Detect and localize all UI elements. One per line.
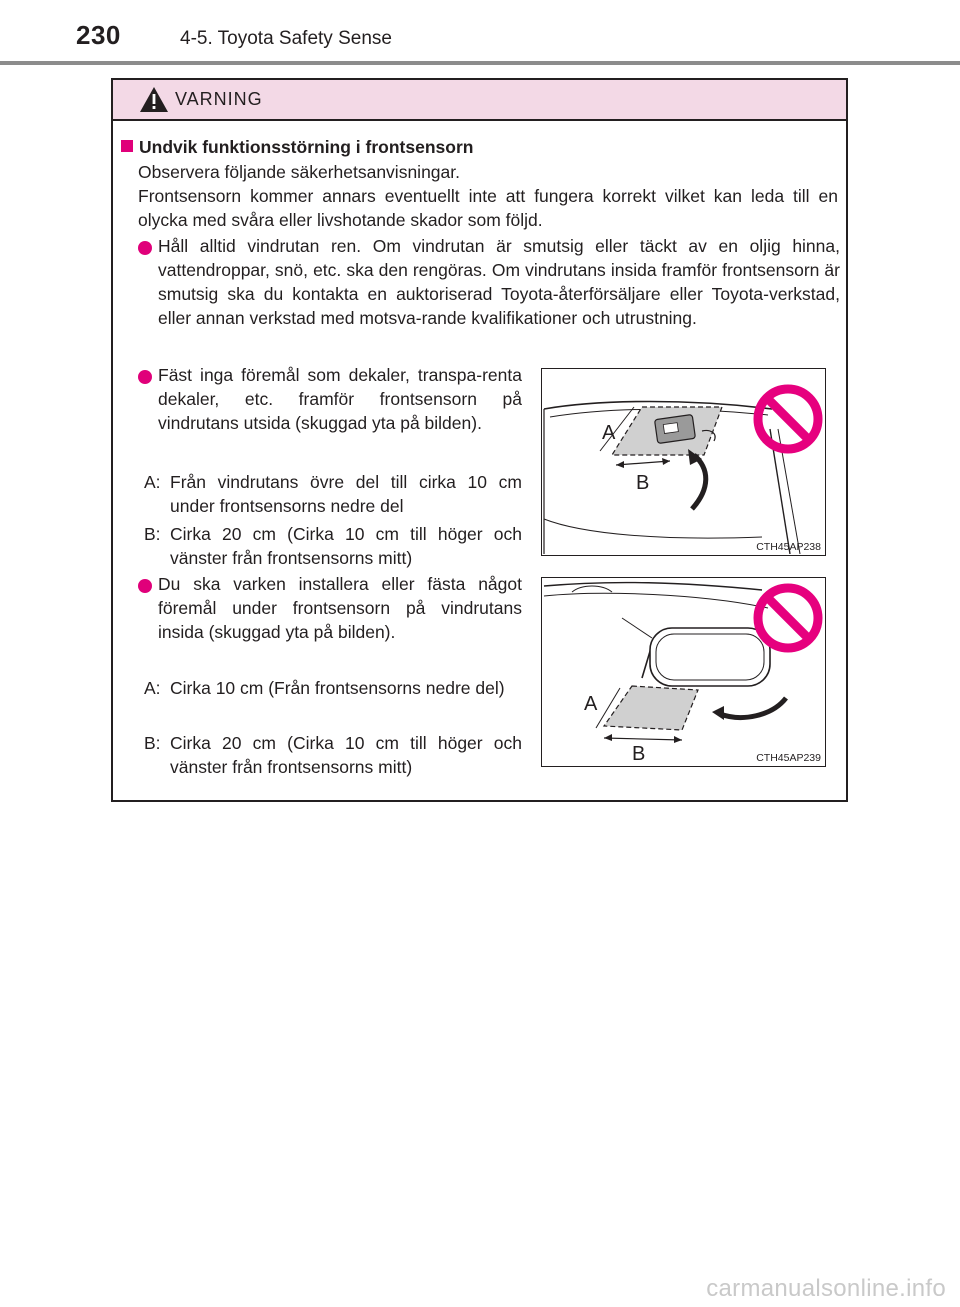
figure-windshield-outside xyxy=(541,368,826,556)
warning-header xyxy=(113,80,846,121)
figure-label-a: A xyxy=(584,693,598,715)
windshield-outside-illustration xyxy=(542,369,824,554)
square-bullet-icon xyxy=(121,140,133,152)
page-number: 230 xyxy=(76,20,121,50)
area-a-text: Från vindrutans övre del till cirka 10 cm under frontsensorns nedre del xyxy=(170,472,522,516)
figure-code: CTH45AP238 xyxy=(756,541,821,553)
no-entry-icon xyxy=(758,588,818,648)
area-a-key: A: xyxy=(144,678,161,698)
warning-topic xyxy=(121,137,473,158)
intro-paragraph: Frontsensorn kommer annars eventuellt inte att fungera korrekt vilket kan leda till en olycka med svåra eller livshotande skador som följd. xyxy=(138,186,838,230)
area-b-text: Cirka 20 cm (Cirka 10 cm till höger och vänster från frontsensorns mitt) xyxy=(170,524,522,568)
bullet-dot-icon xyxy=(138,579,152,593)
bullet-no-objects-inside: Du ska varken installera eller fästa något föremål under frontsensorn på vindrutans insida (skuggad yta på bilden). xyxy=(158,574,522,642)
bullet-dot-icon xyxy=(138,241,152,255)
area-b-text: Cirka 20 cm (Cirka 10 cm till höger och vänster från frontsensorns mitt) xyxy=(170,733,522,777)
no-entry-icon xyxy=(758,389,818,449)
section-title: 4-5. Toyota Safety Sense xyxy=(180,28,392,49)
bullet-outside-area-a xyxy=(144,470,522,518)
area-a-text: Cirka 10 cm (Från frontsensorns nedre del) xyxy=(170,678,505,698)
warning-topic-text: Undvik funktionsstörning i frontsensorn xyxy=(139,137,474,157)
header-divider xyxy=(0,61,960,65)
area-b-key: B: xyxy=(144,524,161,544)
bullet-inside-area-b xyxy=(144,731,522,779)
figure-label-b: B xyxy=(632,743,646,765)
windshield-inside-illustration xyxy=(542,578,824,765)
area-b-key: B: xyxy=(144,733,161,753)
figure-code: CTH45AP239 xyxy=(756,752,821,764)
figure-label-a: A xyxy=(602,422,616,444)
figure-label-b: B xyxy=(636,472,650,494)
intro-line: Observera följande säkerhetsanvisningar. xyxy=(138,162,460,182)
bullet-clean-windshield: Håll alltid vindrutan ren. Om vindrutan är smutsig eller täckt av en oljig hinna, vattendroppar, snö, etc. ska den rengöras. Om vindrutans insida framför frontsensorn är smutsig ska du kontakta en auktoriserad Toyota-återförsäljare eller Toyota-verkstad, eller annan verkstad med motsva-rande kvalifikationer och utrustning. xyxy=(158,236,840,328)
warning-label: VARNING xyxy=(175,89,263,109)
bullet-outside-area-b xyxy=(144,522,522,570)
bullet-dot-icon xyxy=(138,370,152,384)
bullet-no-stickers-outside: Fäst inga föremål som dekaler, transpa-renta dekaler, etc. framför frontsensorn på vindrutans utsida (skuggad yta på bilden). xyxy=(158,365,522,433)
warning-triangle-icon xyxy=(139,86,169,113)
warning-box xyxy=(111,78,848,802)
bullet-inside-area-a xyxy=(144,676,522,700)
figure-windshield-inside xyxy=(541,577,826,767)
watermark: carmanualsonline.info xyxy=(706,1275,946,1302)
area-a-key: A: xyxy=(144,472,161,492)
